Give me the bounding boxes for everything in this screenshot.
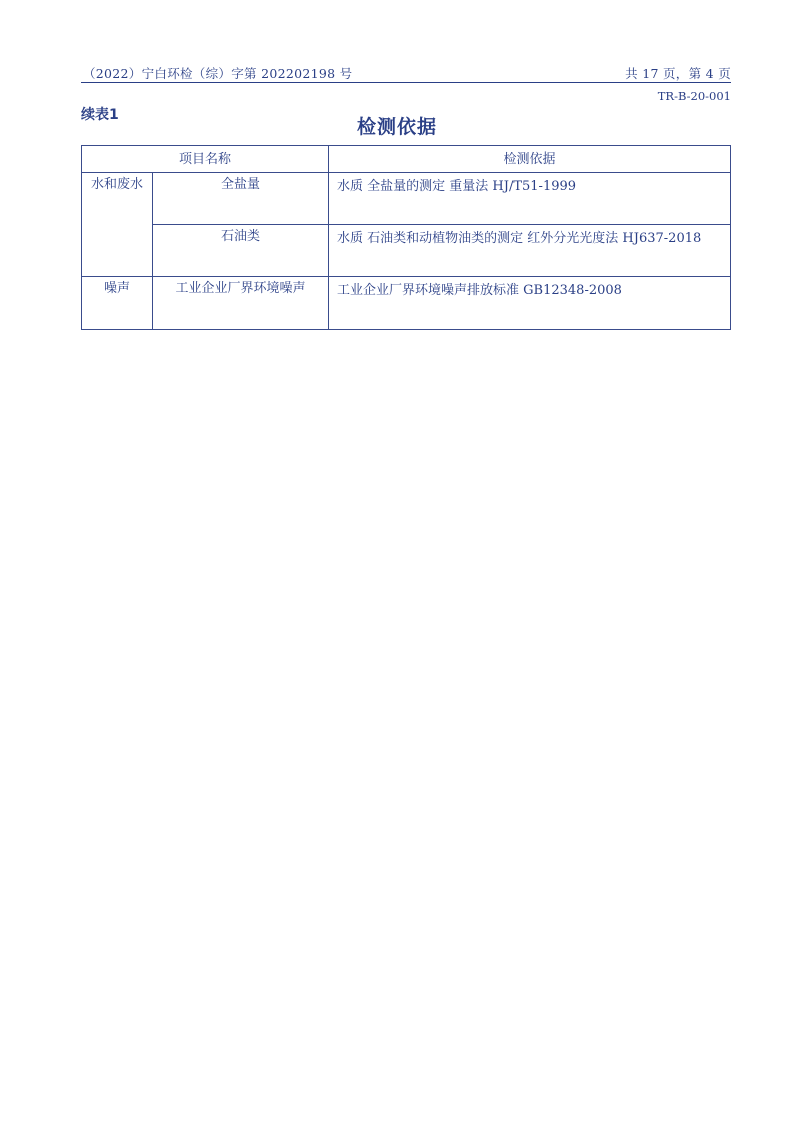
category-cell: 水和废水 bbox=[82, 173, 153, 277]
table-row bbox=[82, 277, 731, 330]
header-divider bbox=[81, 82, 731, 83]
header-basis: 检测依据 bbox=[329, 146, 731, 173]
table-row bbox=[82, 173, 731, 225]
item-cell: 工业企业厂界环境噪声 bbox=[153, 277, 329, 330]
header-item-name: 项目名称 bbox=[82, 146, 329, 173]
table-header-row bbox=[82, 146, 731, 173]
page-info: 共 17 页，第 4 页 bbox=[625, 66, 731, 81]
continued-table-label: 续表1 bbox=[81, 107, 119, 123]
basis-cell: 工业企业厂界环境噪声排放标准 GB12348-2008 bbox=[329, 277, 731, 330]
table-row bbox=[82, 225, 731, 277]
page-title: 检测依据 bbox=[356, 116, 437, 138]
basis-cell: 水质 石油类和动植物油类的测定 红外分光光度法 HJ637-2018 bbox=[329, 225, 731, 277]
basis-table bbox=[81, 145, 731, 330]
category-cell: 噪声 bbox=[82, 277, 153, 330]
form-code: TR-B-20-001 bbox=[657, 89, 731, 103]
item-cell: 石油类 bbox=[153, 225, 329, 277]
report-number: （2022）宁白环检（综）字第 202202198 号 bbox=[83, 66, 353, 81]
item-cell: 全盐量 bbox=[153, 173, 329, 225]
basis-cell: 水质 全盐量的测定 重量法 HJ/T51-1999 bbox=[329, 173, 731, 225]
